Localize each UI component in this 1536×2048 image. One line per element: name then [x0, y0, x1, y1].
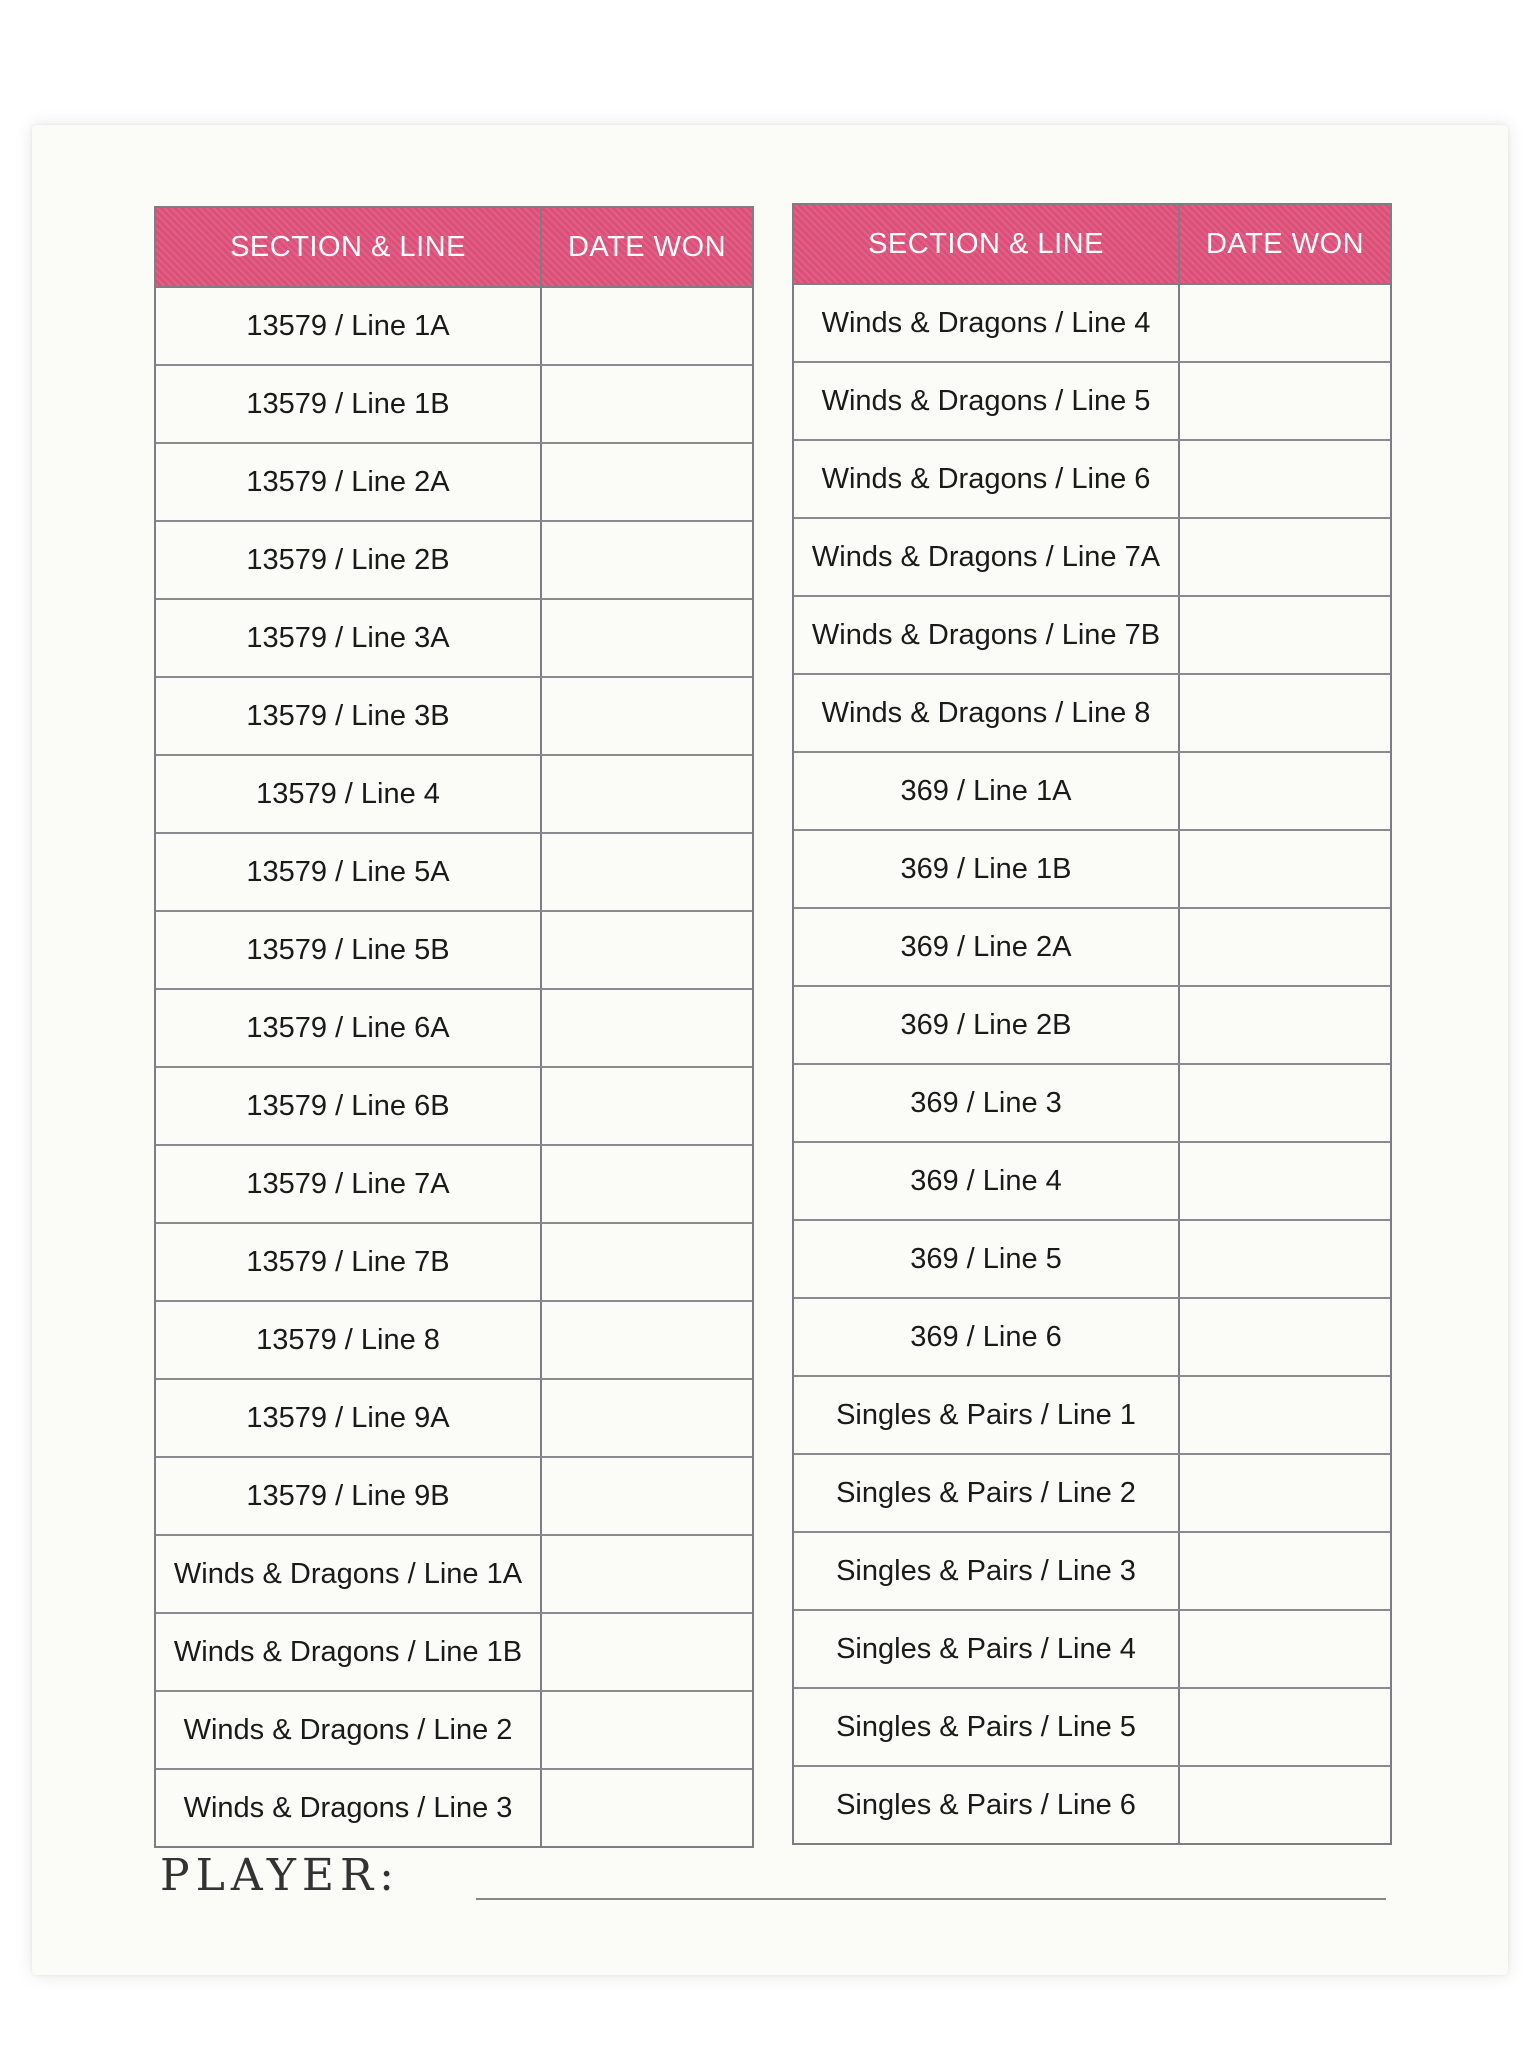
table-row — [794, 1375, 1390, 1453]
table-row — [156, 442, 752, 520]
table-row — [794, 1531, 1390, 1609]
date-won-cell[interactable] — [542, 366, 752, 442]
date-won-cell[interactable] — [1180, 1455, 1390, 1531]
section-line-cell: 13579 / Line 7A — [156, 1146, 542, 1222]
date-won-cell[interactable] — [1180, 1689, 1390, 1765]
section-line-cell: Singles & Pairs / Line 4 — [794, 1611, 1180, 1687]
section-line-cell: 13579 / Line 6B — [156, 1068, 542, 1144]
player-label: PLAYER: — [160, 1850, 400, 1901]
section-line-cell: 13579 / Line 5A — [156, 834, 542, 910]
table-row — [794, 439, 1390, 517]
date-won-cell[interactable] — [1180, 1533, 1390, 1609]
date-won-cell[interactable] — [542, 1458, 752, 1534]
table-row — [156, 288, 752, 364]
table-row — [794, 1219, 1390, 1297]
table-row — [156, 598, 752, 676]
table-header — [156, 208, 752, 288]
section-line-cell: Winds & Dragons / Line 2 — [156, 1692, 542, 1768]
date-won-cell[interactable] — [542, 1146, 752, 1222]
table-row — [156, 988, 752, 1066]
section-line-cell: Singles & Pairs / Line 2 — [794, 1455, 1180, 1531]
table-row — [794, 361, 1390, 439]
date-won-cell[interactable] — [1180, 1611, 1390, 1687]
date-won-cell[interactable] — [1180, 1143, 1390, 1219]
date-won-cell[interactable] — [542, 1614, 752, 1690]
date-won-cell[interactable] — [1180, 285, 1390, 361]
table-row — [794, 595, 1390, 673]
section-line-cell: Winds & Dragons / Line 6 — [794, 441, 1180, 517]
date-won-cell[interactable] — [542, 678, 752, 754]
date-won-cell[interactable] — [542, 834, 752, 910]
table-row — [156, 1612, 752, 1690]
date-won-cell[interactable] — [1180, 441, 1390, 517]
section-line-cell: 13579 / Line 6A — [156, 990, 542, 1066]
section-line-cell: 13579 / Line 5B — [156, 912, 542, 988]
table-row — [156, 1534, 752, 1612]
table-row — [794, 1609, 1390, 1687]
section-line-cell: 13579 / Line 1B — [156, 366, 542, 442]
table-row — [794, 829, 1390, 907]
table-row — [156, 1300, 752, 1378]
table-row — [156, 832, 752, 910]
table-row — [794, 1297, 1390, 1375]
date-won-cell[interactable] — [542, 288, 752, 364]
section-line-cell: 13579 / Line 3A — [156, 600, 542, 676]
date-won-cell[interactable] — [542, 912, 752, 988]
section-line-cell: 369 / Line 4 — [794, 1143, 1180, 1219]
date-won-cell[interactable] — [542, 1224, 752, 1300]
section-line-cell: 13579 / Line 4 — [156, 756, 542, 832]
table-row — [794, 985, 1390, 1063]
table-row — [156, 1768, 752, 1846]
section-line-cell: Winds & Dragons / Line 7A — [794, 519, 1180, 595]
date-won-cell[interactable] — [542, 990, 752, 1066]
section-line-cell: 13579 / Line 9A — [156, 1380, 542, 1456]
table-row — [794, 1453, 1390, 1531]
table-row — [794, 1141, 1390, 1219]
section-line-header: SECTION & LINE — [156, 208, 542, 286]
right-score-table — [792, 203, 1392, 1845]
date-won-cell[interactable] — [542, 1692, 752, 1768]
table-row — [156, 1222, 752, 1300]
section-line-cell: 369 / Line 2B — [794, 987, 1180, 1063]
section-line-cell: Winds & Dragons / Line 1A — [156, 1536, 542, 1612]
left-score-table — [154, 206, 754, 1848]
table-row — [156, 1378, 752, 1456]
section-line-cell: 369 / Line 1B — [794, 831, 1180, 907]
table-row — [156, 676, 752, 754]
table-row — [794, 517, 1390, 595]
section-line-cell: Singles & Pairs / Line 1 — [794, 1377, 1180, 1453]
table-row — [794, 673, 1390, 751]
section-line-cell: 369 / Line 1A — [794, 753, 1180, 829]
section-line-cell: 13579 / Line 7B — [156, 1224, 542, 1300]
date-won-cell[interactable] — [1180, 753, 1390, 829]
table-row — [794, 1687, 1390, 1765]
section-line-cell: Winds & Dragons / Line 3 — [156, 1770, 542, 1846]
date-won-cell[interactable] — [542, 1770, 752, 1846]
date-won-cell[interactable] — [1180, 519, 1390, 595]
section-line-cell: Winds & Dragons / Line 7B — [794, 597, 1180, 673]
section-line-cell: 13579 / Line 2B — [156, 522, 542, 598]
date-won-cell[interactable] — [1180, 1299, 1390, 1375]
table-row — [156, 520, 752, 598]
date-won-cell[interactable] — [1180, 831, 1390, 907]
date-won-cell[interactable] — [1180, 1221, 1390, 1297]
section-line-cell: Winds & Dragons / Line 1B — [156, 1614, 542, 1690]
table-row — [156, 754, 752, 832]
section-line-cell: 13579 / Line 9B — [156, 1458, 542, 1534]
section-line-cell: 369 / Line 2A — [794, 909, 1180, 985]
section-line-cell: 13579 / Line 3B — [156, 678, 542, 754]
section-line-cell: 13579 / Line 8 — [156, 1302, 542, 1378]
table-row — [156, 1690, 752, 1768]
section-line-cell: 13579 / Line 2A — [156, 444, 542, 520]
table-row — [794, 1765, 1390, 1843]
date-won-cell[interactable] — [1180, 987, 1390, 1063]
date-won-cell[interactable] — [542, 522, 752, 598]
table-row — [156, 1144, 752, 1222]
section-line-cell: 369 / Line 5 — [794, 1221, 1180, 1297]
section-line-cell: 369 / Line 6 — [794, 1299, 1180, 1375]
date-won-cell[interactable] — [542, 756, 752, 832]
table-header — [794, 205, 1390, 285]
table-row — [794, 1063, 1390, 1141]
section-line-header: SECTION & LINE — [794, 205, 1180, 283]
table-row — [156, 364, 752, 442]
section-line-cell: Singles & Pairs / Line 5 — [794, 1689, 1180, 1765]
section-line-cell: Singles & Pairs / Line 6 — [794, 1767, 1180, 1843]
table-row — [156, 910, 752, 988]
date-won-cell[interactable] — [1180, 1767, 1390, 1843]
section-line-cell: Singles & Pairs / Line 3 — [794, 1533, 1180, 1609]
date-won-cell[interactable] — [1180, 909, 1390, 985]
player-name-line[interactable] — [476, 1898, 1386, 1900]
date-won-cell[interactable] — [1180, 363, 1390, 439]
date-won-cell[interactable] — [542, 1536, 752, 1612]
table-row — [156, 1456, 752, 1534]
date-won-cell[interactable] — [542, 1380, 752, 1456]
table-row — [794, 751, 1390, 829]
date-won-cell[interactable] — [542, 600, 752, 676]
date-won-header: DATE WON — [1205, 227, 1365, 260]
section-line-cell: 369 / Line 3 — [794, 1065, 1180, 1141]
date-won-cell[interactable] — [1180, 1065, 1390, 1141]
table-row — [794, 285, 1390, 361]
date-won-cell[interactable] — [1180, 597, 1390, 673]
date-won-cell[interactable] — [1180, 1377, 1390, 1453]
section-line-cell: 13579 / Line 1A — [156, 288, 542, 364]
date-won-cell[interactable] — [542, 444, 752, 520]
date-won-cell[interactable] — [1180, 675, 1390, 751]
section-line-cell: Winds & Dragons / Line 4 — [794, 285, 1180, 361]
section-line-cell: Winds & Dragons / Line 5 — [794, 363, 1180, 439]
date-won-cell[interactable] — [542, 1068, 752, 1144]
table-row — [156, 1066, 752, 1144]
table-row — [794, 907, 1390, 985]
date-won-cell[interactable] — [542, 1302, 752, 1378]
date-won-header: DATE WON — [567, 230, 727, 263]
section-line-cell: Winds & Dragons / Line 8 — [794, 675, 1180, 751]
